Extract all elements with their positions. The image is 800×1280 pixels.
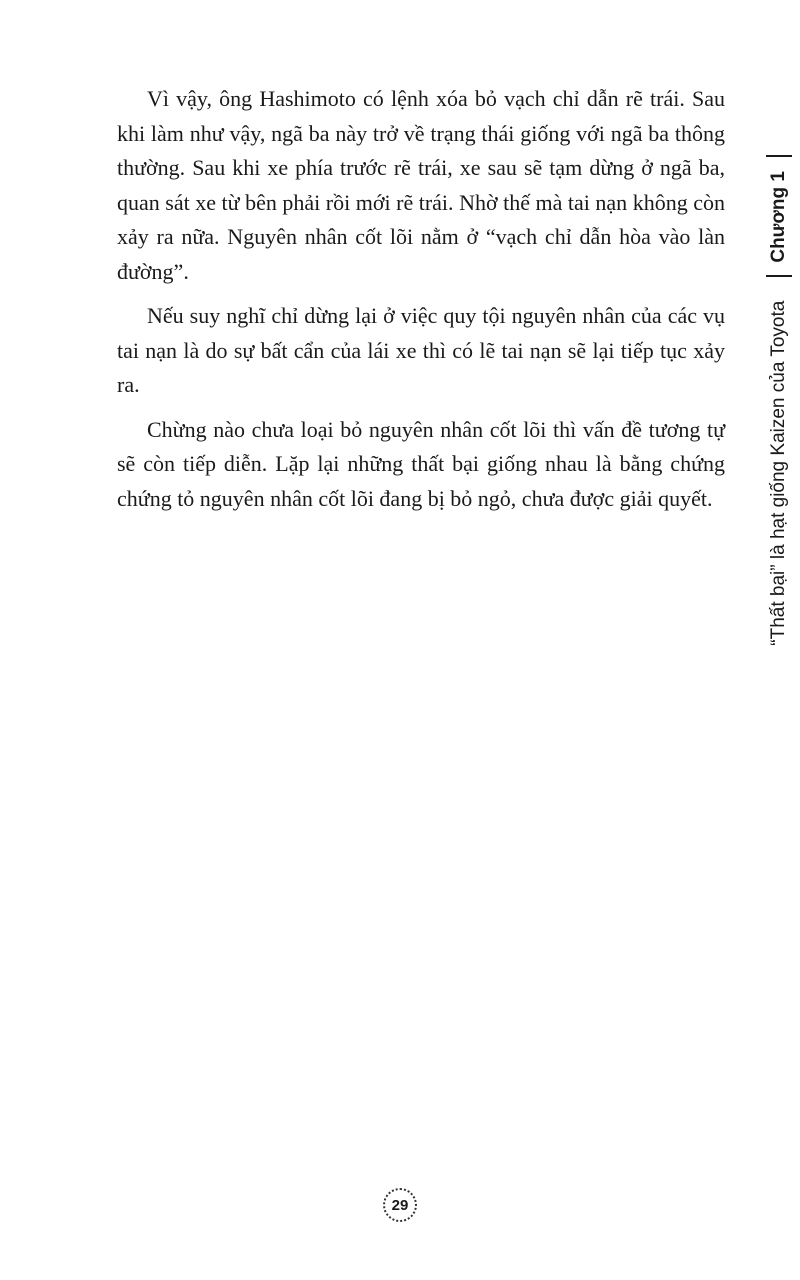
- running-head-chapter: Chương 1: [768, 171, 789, 263]
- page-body: [117, 82, 725, 526]
- page-number: 29: [391, 1196, 409, 1214]
- paragraph: Chừng nào chưa loại bỏ nguyên nhân cốt lõi thì vấn đề tương tự sẽ còn tiếp diễn. Lặp lại những thất bại giống nhau là bằng chứng chứng tỏ nguyên nhân cốt lõi đang bị bỏ ngỏ, chưa được giải quyết.: [117, 416, 725, 511]
- paragraph: Nếu suy nghĩ chỉ dừng lại ở việc quy tội nguyên nhân của các vụ tai nạn là do sự bất cẩn của lái xe thì có lẽ tai nạn sẽ lại tiếp tục xảy ra.: [117, 303, 725, 397]
- running-head-divider: [766, 155, 792, 157]
- paragraph: Vì vậy, ông Hashimoto có lệnh xóa bỏ vạch chỉ dẫn rẽ trái. Sau khi làm như vậy, ngã ba này trở về trạng thái giống với ngã ba thông thường. Sau khi xe phía trước rẽ trái, xe sau sẽ tạm dừng ở ngã ba, quan sát xe từ bên phải rồi mới rẽ trái. Nhờ thế mà tai nạn không còn xảy ra nữa. Nguyên nhân cốt lõi nằm ở “vạch chỉ dẫn hòa vào làn đường”.: [117, 86, 725, 284]
- running-head-title: “Thất bại” là hạt giống Kaizen của Toyota: [768, 300, 789, 646]
- running-head-divider: [766, 275, 792, 277]
- page-number-badge: [383, 1188, 417, 1222]
- running-head: [748, 155, 800, 665]
